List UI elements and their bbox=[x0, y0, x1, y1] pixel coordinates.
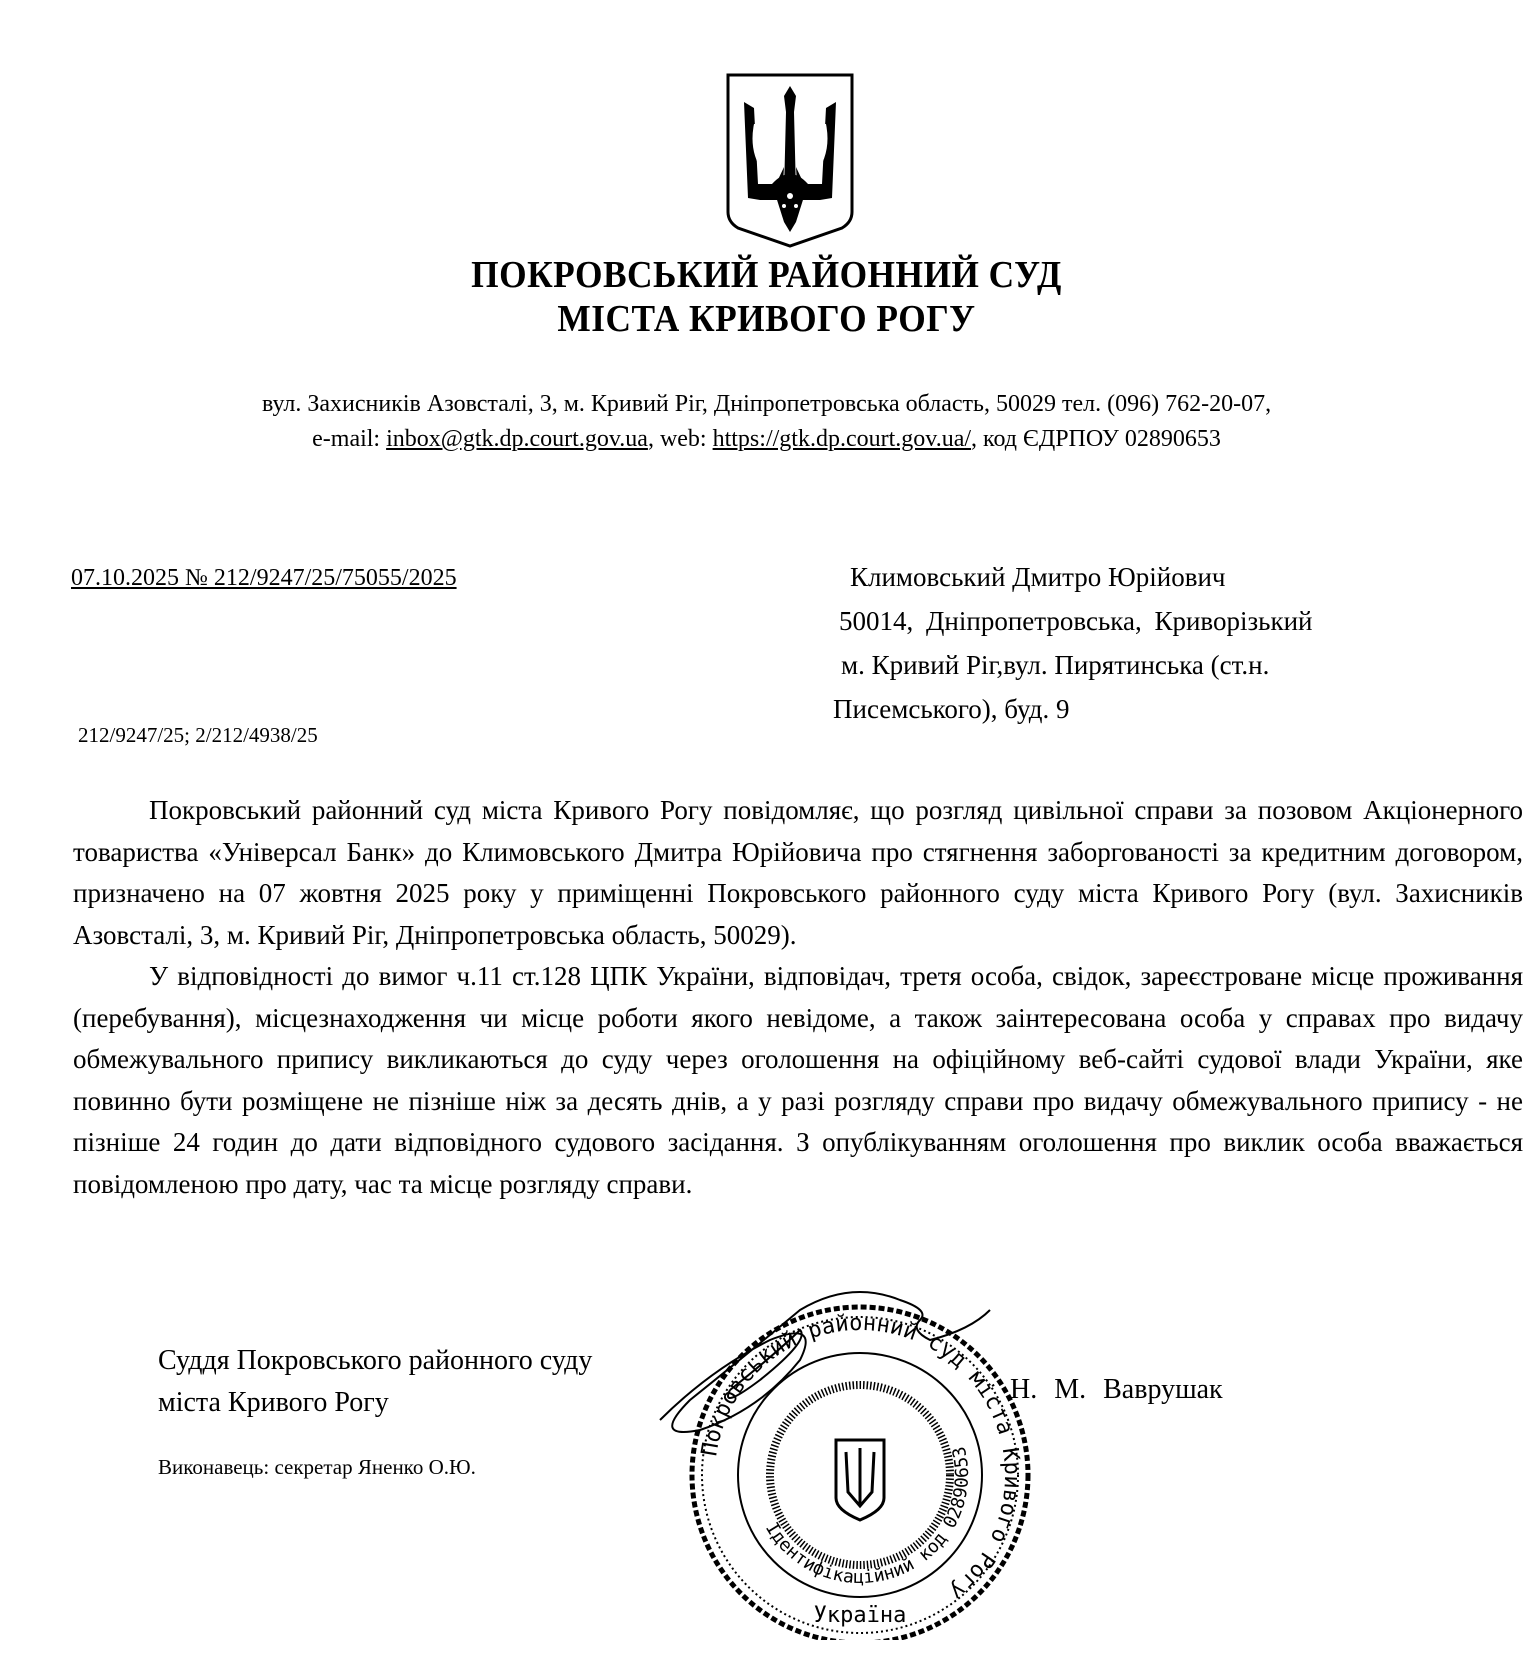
body-paragraph: Покровський районний суд міста Кривого Рогу повідомляє, що розгляд цивільної справи за позовом Акціонерного товариства «Універсал Банк» до Климовського Дмитра Юрійовича про стягнення заборгованості за кредитним договором, призначено на 07 жовтня 2025 року у приміщенні Покровського районного суду міста Кривого Рогу (вул. Захисників Азовсталі, 3, м. Кривий Ріг, Дніпропетровська область, 50029). bbox=[73, 795, 1523, 950]
position-line: міста Кривого Рогу bbox=[158, 1387, 389, 1418]
signatory-position bbox=[158, 1340, 592, 1424]
stamp-inner-text: Ідентифікаційний код 02890653 bbox=[760, 1444, 974, 1589]
recipient-address-line: 50014, Дніпропетровська, Криворізький bbox=[839, 606, 1313, 636]
position-line: Суддя Покровського районного суду bbox=[158, 1345, 593, 1376]
stamp-bottom-text: Україна bbox=[813, 1603, 907, 1628]
web-label: , web: bbox=[647, 426, 713, 452]
recipient-block bbox=[833, 555, 1312, 731]
executor-note: Виконавець: секретар Яненко О.Ю. bbox=[158, 1455, 476, 1479]
email-link[interactable]: inbox@gtk.dp.court.gov.ua bbox=[386, 426, 648, 452]
case-numbers: 212/9247/25; 2/212/4938/25 bbox=[78, 723, 318, 747]
judge-name: Н. М. Ваврушак bbox=[1010, 1374, 1223, 1405]
court-title-line1: ПОКРОВСЬКИЙ РАЙОННИЙ СУД bbox=[471, 254, 1062, 296]
recipient-address-line: Писемського), буд. 9 bbox=[833, 694, 1070, 724]
stamp-outer-text: Покровський районний суд міста Кривого Рогу bbox=[697, 1310, 1025, 1605]
court-title-line2: МІСТА КРИВОГО РОГУ bbox=[557, 298, 976, 340]
body-paragraph: У відповідності до вимог ч.11 ст.128 ЦПК України, відповідач, третя особа, свідок, зареєстроване місце проживання (перебування), місцезнаходження чи місце роботи якого невідоме, а також заінтересована особа у справах про видачу обмежувального припису викликаються до суду через оголошення на офіційному веб-сайті судової влади України, яке повинно бути розміщене не пізніше ніж за десять днів, а у разі розгляду справи про видачу обмежувального припису - не пізніше 24 годин до дати відповідного судового засідання. З опублікуванням оголошення про виклик особа вважається повідомленою про дату, час та місце розгляду справи. bbox=[73, 961, 1523, 1199]
court-address: вул. Захисників Азовсталі, 3, м. Кривий Ріг, Дніпропетровська область, 50029 тел. (096) 762-20-07, bbox=[261, 391, 1272, 417]
web-link[interactable]: https://gtk.dp.court.gov.ua/ bbox=[712, 426, 972, 452]
email-label: e-mail: bbox=[312, 426, 387, 452]
recipient-name: Климовський Дмитро Юрійович bbox=[850, 562, 1226, 592]
court-stamp-icon bbox=[650, 1270, 1070, 1640]
recipient-address-line: м. Кривий Ріг,вул. Пирятинська (ст.н. bbox=[841, 650, 1270, 680]
edrpou-code: , код ЄДРПОУ 02890653 bbox=[971, 426, 1221, 452]
coat-of-arms-icon bbox=[724, 72, 856, 248]
letter-body bbox=[73, 790, 1523, 1205]
outgoing-number: 07.10.2025 № 212/9247/25/75055/2025 bbox=[71, 565, 457, 591]
court-contacts bbox=[0, 424, 1533, 454]
